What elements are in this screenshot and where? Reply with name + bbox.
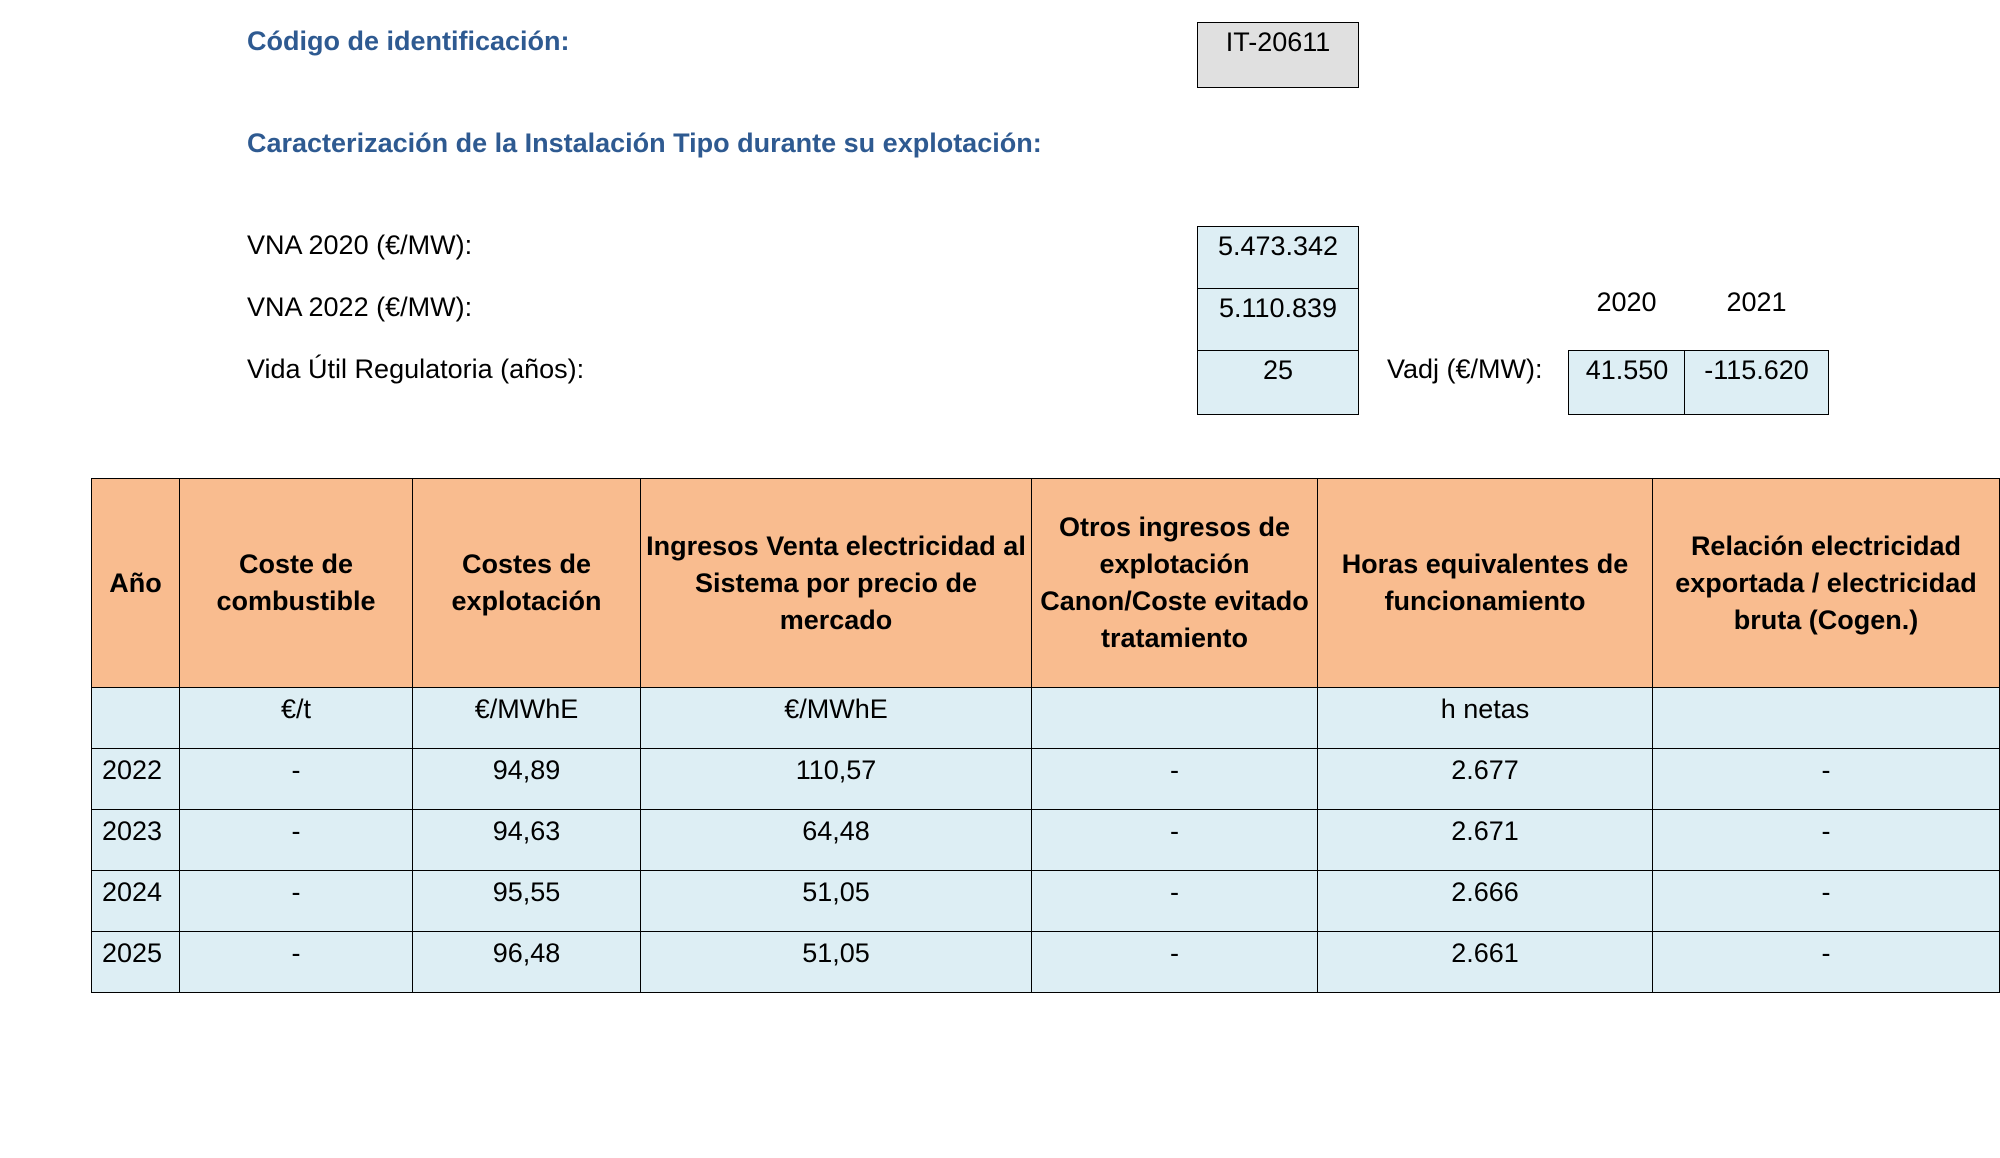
table-cell: - [180,871,413,932]
vadj-label: Vadj (€/MW): [1387,354,1543,384]
table-cell: - [1653,810,2000,871]
vna2020-label: VNA 2020 (€/MW): [247,230,473,260]
table-cell: - [1032,749,1318,810]
table-row [92,810,2000,871]
table-cell: 94,63 [413,810,641,871]
unit-cell [1653,688,2000,749]
table-cell: - [1653,871,2000,932]
unit-cell: h netas [1318,688,1653,749]
section-title: Caracterización de la Instalación Tipo durante su explotación: [247,128,1042,158]
vna2020-value: 5.473.342 [1197,226,1359,289]
header-coste-combustible: Coste de combustible [180,479,413,688]
table-cell: 96,48 [413,932,641,993]
table-row [92,871,2000,932]
table-cell: 94,89 [413,749,641,810]
header-ano: Año [92,479,180,688]
table-cell: - [1032,810,1318,871]
id-value: IT-20611 [1197,22,1359,88]
table-row [92,749,2000,810]
table-cell: 2.666 [1318,871,1653,932]
table-cell: - [1032,932,1318,993]
unit-cell [92,688,180,749]
id-label: Código de identificación: [247,26,570,56]
table-cell: 51,05 [641,871,1032,932]
unit-cell [1032,688,1318,749]
table-cell: - [180,810,413,871]
table-cell: 2.661 [1318,932,1653,993]
vida-util-label: Vida Útil Regulatoria (años): [247,354,585,384]
unit-cell: €/t [180,688,413,749]
header-ingresos-venta: Ingresos Venta electricidad al Sistema por precio de mercado [641,479,1032,688]
header-otros-ingresos: Otros ingresos de explotación Canon/Coste evitado tratamiento [1032,479,1318,688]
header-horas-equivalentes: Horas equivalentes de funcionamiento [1318,479,1653,688]
year-cell: 2022 [92,749,180,810]
vida-util-value: 25 [1197,350,1359,415]
table-row [92,932,2000,993]
vadj-value-2020: 41.550 [1568,350,1686,415]
table-cell: - [180,749,413,810]
table-cell: 51,05 [641,932,1032,993]
table-cell: - [1032,871,1318,932]
vadj-value-2021: -115.620 [1684,350,1829,415]
vadj-year-2020: 2020 [1596,287,1657,317]
vna2022-value: 5.110.839 [1197,288,1359,351]
vna2022-label: VNA 2022 (€/MW): [247,292,473,322]
unit-cell: €/MWhE [413,688,641,749]
table-cell: 95,55 [413,871,641,932]
header-relacion-electricidad: Relación electricidad exportada / electricidad bruta (Cogen.) [1653,479,2000,688]
operation-table [91,478,2000,993]
year-cell: 2023 [92,810,180,871]
table-cell: 2.671 [1318,810,1653,871]
year-cell: 2025 [92,932,180,993]
table-cell: - [1653,749,2000,810]
year-cell: 2024 [92,871,180,932]
header-costes-explotacion: Costes de explotación [413,479,641,688]
table-cell: - [1653,932,2000,993]
unit-cell: €/MWhE [641,688,1032,749]
table-header-row [92,479,2000,688]
table-cell: 64,48 [641,810,1032,871]
table-cell: 2.677 [1318,749,1653,810]
units-row [92,688,2000,749]
table-cell: - [180,932,413,993]
vadj-year-2021: 2021 [1726,287,1787,317]
table-cell: 110,57 [641,749,1032,810]
